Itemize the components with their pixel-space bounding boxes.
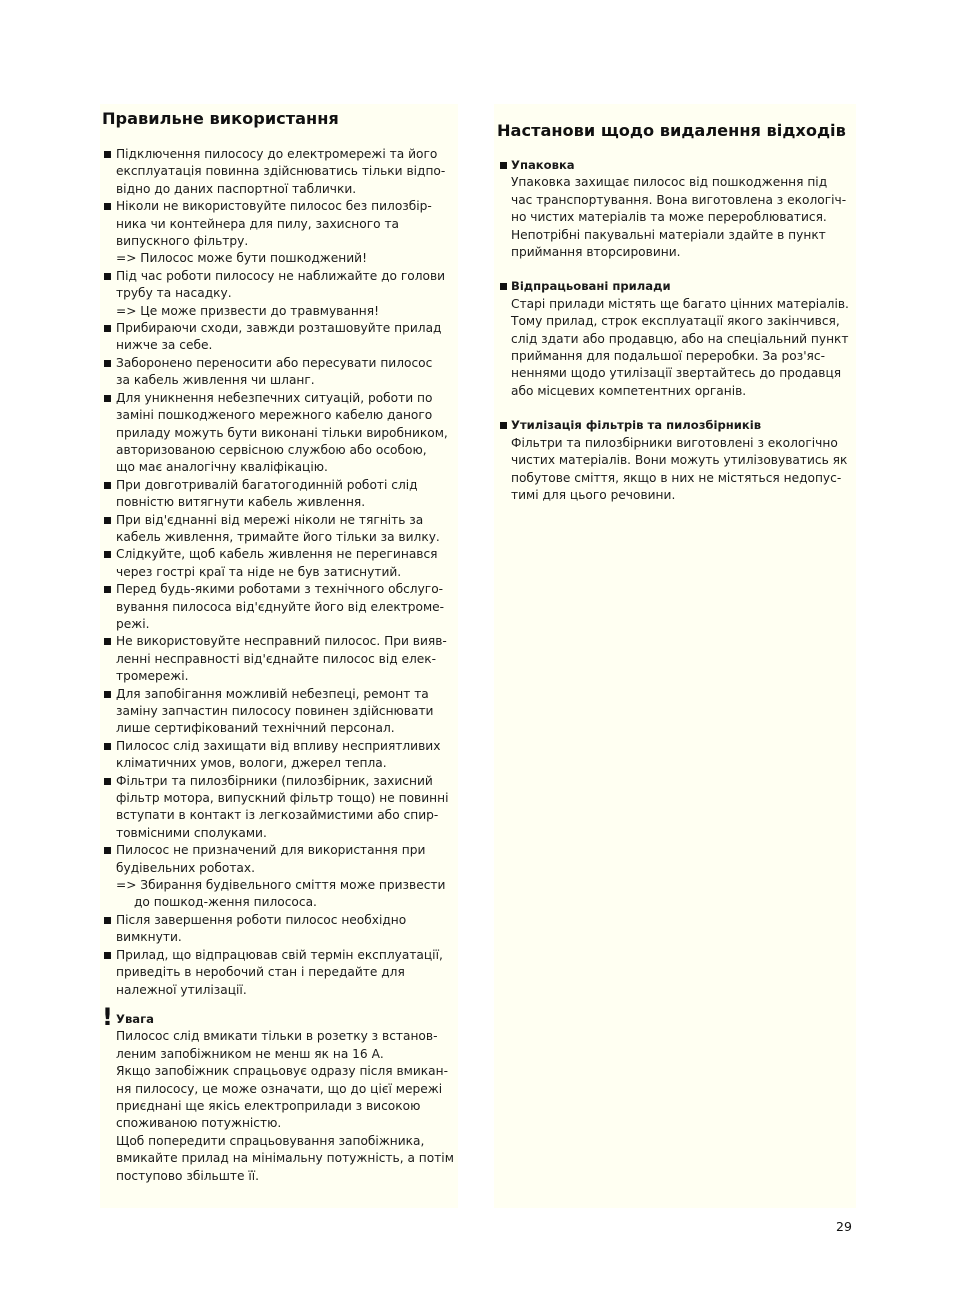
list-item-text: Для уникнення небезпечних ситуацій, роботи по заміні пошкодженого мережного кабелю даного приладу можуть бути виконані тільки виробником, авторизованою сервісною службою або особою, що має аналогічну кваліфікацію.	[116, 390, 448, 475]
list-item	[102, 320, 458, 355]
disposal-section-title: Упаковка	[511, 158, 575, 172]
list-item-text: Пилосос не призначений для використання при будівельних роботах.	[116, 843, 426, 875]
list-item-note: => Пилосос може бути пошкоджений!	[116, 251, 367, 266]
list-item-text: Для запобігання можливій небезпеці, ремонт та заміну запчастин пилососу повинен здійснювати лише сертифікований технічний персонал.	[116, 686, 434, 736]
list-item-text: Пилосос слід захищати від впливу несприятливих кліматичних умов, вологи, джерел тепла.	[116, 738, 441, 771]
disposal-section	[497, 417, 856, 504]
list-item-note: => Це може призвести до травмування!	[116, 303, 379, 318]
list-item-text: Прибираючи сходи, завжди розташовуйте прилад нижче за себе.	[116, 321, 442, 353]
square-bullet-icon	[104, 743, 111, 750]
list-item-text: При довготривалій багатогодинній роботі слід повністю витягнути кабель живлення.	[116, 477, 418, 510]
list-item	[102, 633, 458, 685]
disposal-section-title: Відпрацьовані прилади	[511, 279, 671, 294]
square-bullet-icon	[104, 325, 111, 332]
list-item	[102, 198, 458, 268]
disposal-section	[497, 278, 856, 400]
list-item	[102, 842, 458, 912]
list-item-text: Після завершення роботи пилосос необхідно вимкнути.	[116, 912, 407, 945]
list-item	[102, 581, 458, 633]
list-item	[102, 912, 458, 947]
square-bullet-icon	[500, 162, 507, 169]
disposal-sections	[497, 157, 856, 504]
warning-text: Пилосос слід вмикати тільки в розетку з встанов- леним запобіжником не менш як на 16 А. Якщо запобіжник спрацьовує одразу після вмикан- ня пилососу, це може означати, що до цієї мережі приєднані ще якісь електроприлади з високою споживаною потужністю. Щоб попередити спрацьовування запобіжника, вмикайте прилад на мінімальну потужність, а потім поступово збільште її.	[116, 1029, 454, 1183]
square-bullet-icon	[104, 517, 111, 524]
page-number: 29	[836, 1219, 852, 1234]
list-item-text: Під час роботи пилососу не наближайте до голови трубу та насадку.	[116, 268, 446, 301]
warning-block	[102, 1002, 458, 1185]
right-column	[494, 104, 856, 1208]
disposal-section-title: Утилізація фільтрів та пилозбірників	[511, 418, 762, 433]
square-bullet-icon	[500, 422, 507, 429]
square-bullet-icon	[104, 691, 111, 698]
left-column	[100, 104, 458, 1208]
list-item	[102, 268, 458, 320]
disposal-section-text: Упаковка захищає пилосос від пошкодження під час транспортування. Вона виготовлена з екологіч- но чистих матеріалів та може перероблюватися. Непотрібні пакувальні матеріали здайте в пункт приймання вторсировини.	[511, 175, 847, 260]
square-bullet-icon	[104, 151, 111, 158]
square-bullet-icon	[104, 360, 111, 367]
square-bullet-icon	[104, 203, 111, 210]
list-item	[102, 773, 458, 843]
list-item-text: Не використовуйте несправний пилосос. При вияв- ленні несправності від'єднайте пилосос від елек- тромережі.	[116, 634, 447, 684]
square-bullet-icon	[104, 638, 111, 645]
disposal-section	[497, 157, 856, 261]
list-item	[102, 947, 458, 999]
square-bullet-icon	[104, 482, 111, 489]
warning-title: Увага	[116, 1011, 154, 1026]
square-bullet-icon	[104, 273, 111, 280]
list-item	[102, 390, 458, 477]
exclamation-icon: !	[102, 1002, 113, 1031]
list-item	[102, 146, 458, 198]
disposal-section-text: Старі прилади містять ще багато цінних матеріалів. Тому прилад, строк експлуатації якого закінчився, слід здати або продавцю, або на спеціальний пункт приймання для подальшої переробки. За роз'яс- неннями щодо утилізації звертайтесь до продавця або місцевих компетентних органів.	[511, 296, 849, 398]
list-item	[102, 686, 458, 738]
square-bullet-icon	[104, 778, 111, 785]
square-bullet-icon	[104, 551, 111, 558]
list-item-note: => Збирання будівельного сміття може призвести до пошкод-ження пилососа.	[116, 878, 446, 910]
list-item-text: Перед будь-якими роботами з технічного обслуго- вування пилососа від'єднуйте його від електроме- режі.	[116, 582, 445, 631]
section-title-proper-use: Правильне використання	[102, 109, 339, 128]
rules-list	[102, 146, 458, 999]
list-item	[102, 738, 458, 773]
list-item-text: Заборонено переносити або пересувати пилосос за кабель живлення чи шланг.	[116, 355, 433, 388]
list-item-text: Прилад, що відпрацював свій термін експлуатації, приведіть в неробочий стан і передайте для належної утилізації.	[116, 947, 443, 997]
square-bullet-icon	[104, 586, 111, 593]
square-bullet-icon	[500, 283, 507, 290]
list-item-text: При від'єднанні від мережі ніколи не тягніть за кабель живлення, тримайте його тільки за вилку.	[116, 512, 440, 544]
list-item	[102, 477, 458, 512]
square-bullet-icon	[104, 847, 111, 854]
list-item-text: Фільтри та пилозбірники (пилозбірник, захисний фільтр мотора, випускний фільтр тощо) не повинні вступати в контакт із легкозаймистими або спир- товмісними сполуками.	[116, 773, 449, 840]
list-item-text: Підключення пилососу до електромережі та його експлуатація повинна здійснюватись тільки відпо- відно до даних паспортної таблички.	[116, 147, 446, 196]
list-item	[102, 355, 458, 390]
list-item	[102, 546, 458, 581]
square-bullet-icon	[104, 395, 111, 402]
disposal-section-text: Фільтри та пилозбірники виготовлені з екологічно чистих матеріалів. Вони можуть утилізовуватись як побутове сміття, якщо в них не містяться недопус- тимі для цього речовини.	[511, 435, 848, 502]
section-title-disposal: Настанови щодо видалення відходів	[497, 121, 846, 140]
list-item	[102, 512, 458, 547]
list-item-text: Слідкуйте, щоб кабель живлення не перегинався через гострі краї та ніде не був затиснутий.	[116, 547, 438, 579]
square-bullet-icon	[104, 952, 111, 959]
square-bullet-icon	[104, 917, 111, 924]
list-item-text: Ніколи не використовуйте пилосос без пилозбір- ника чи контейнера для пилу, захисного та випускного фільтру.	[116, 199, 432, 249]
